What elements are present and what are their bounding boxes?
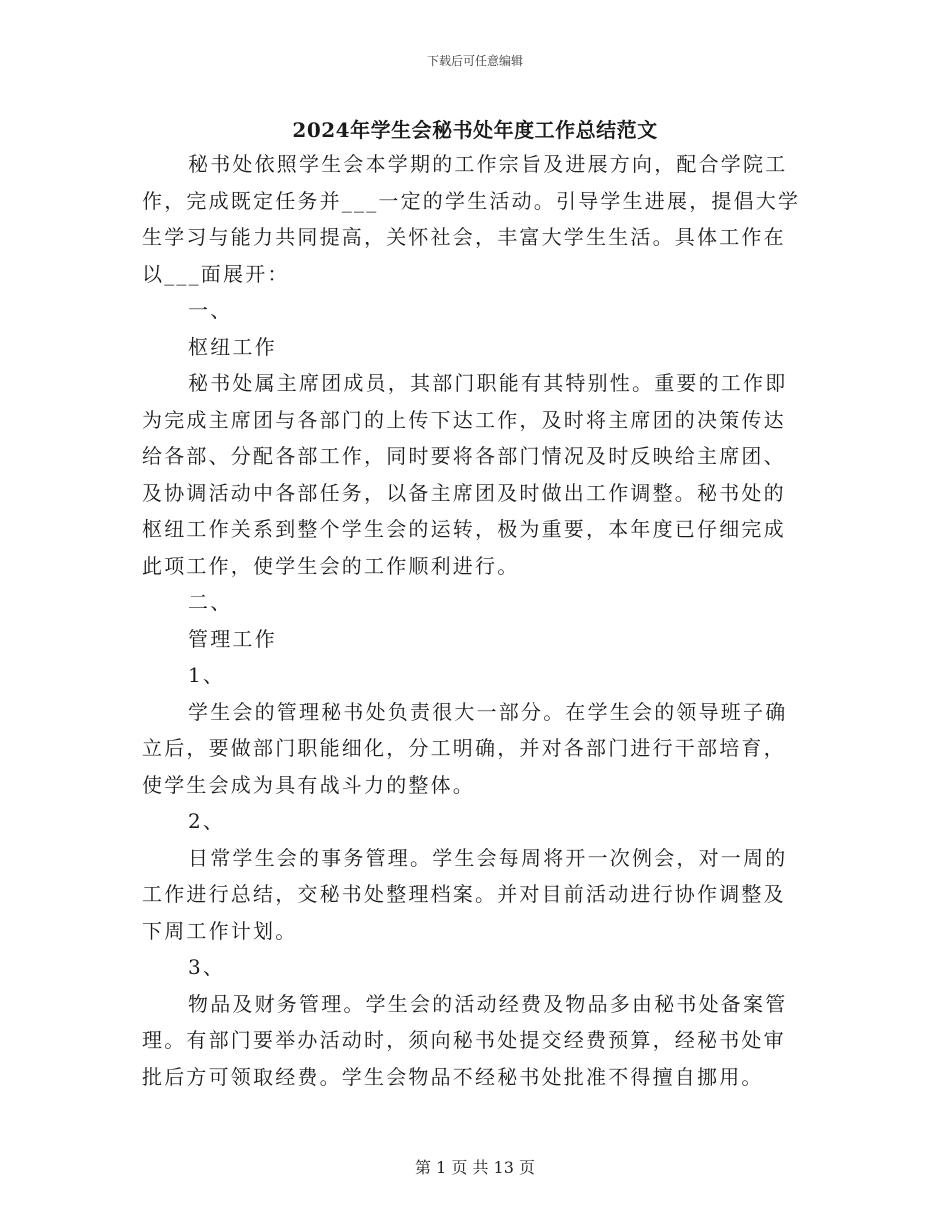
section-number-2: 二、: [188, 590, 233, 614]
intro-paragraph: 秘书处依照学生会本学期的工作宗旨及进展方向，配合学院工作，完成既定任务并___一定的学生活动。引导学生进展，提倡大学生学习与能力共同提高，关怀社会，丰富大学生生活。具体工作在以___面展开：: [142, 152, 801, 286]
hub-work-paragraph: 秘书处属主席团成员，其部门职能有其特别性。重要的工作即为完成主席团与各部门的上传下达工作，及时将主席团的决策传达给各部、分配各部工作，同时要将各部门情况及时反映给主席团、及协调活动中各部任务，以备主席团及时做出工作调整。秘书处的枢纽工作关系到整个学生会的运转，极为重要，本年度已仔细完成此项工作，使学生会的工作顺利进行。: [142, 371, 788, 578]
section-number-1: 一、: [188, 298, 233, 322]
management-item-1-paragraph: 学生会的管理秘书处负责很大一部分。在学生会的领导班子确立后，要做部门职能细化，分工明确，并对各部门进行干部培育，使学生会成为具有战斗力的整体。: [142, 699, 788, 797]
document-body: [142, 146, 807, 1095]
item-number-1: 1、: [188, 663, 226, 687]
management-item-2-paragraph: 日常学生会的事务管理。学生会每周将开一次例会，对一周的工作进行总结，交秘书处整理档案。并对目前活动进行协作调整及下周工作计划。: [142, 845, 788, 943]
item-number-3: 3、: [188, 955, 226, 979]
management-item-3-paragraph: 物品及财务管理。学生会的活动经费及物品多由秘书处备案管理。有部门要举办活动时，须向秘书处提交经费预算，经秘书处审批后方可领取经费。学生会物品不经秘书处批准不得擅自挪用。: [142, 991, 788, 1089]
section-heading-management: 管理工作: [188, 626, 277, 651]
section-heading-hub-work: 枢纽工作: [188, 334, 277, 359]
item-number-2: 2、: [188, 809, 226, 833]
document-title: 2024年学生会秘书处年度工作总结范文: [292, 118, 658, 142]
page-footer: 第 1 页 共 13 页: [415, 1158, 535, 1177]
header-note: 下载后可任意编辑: [426, 54, 523, 68]
